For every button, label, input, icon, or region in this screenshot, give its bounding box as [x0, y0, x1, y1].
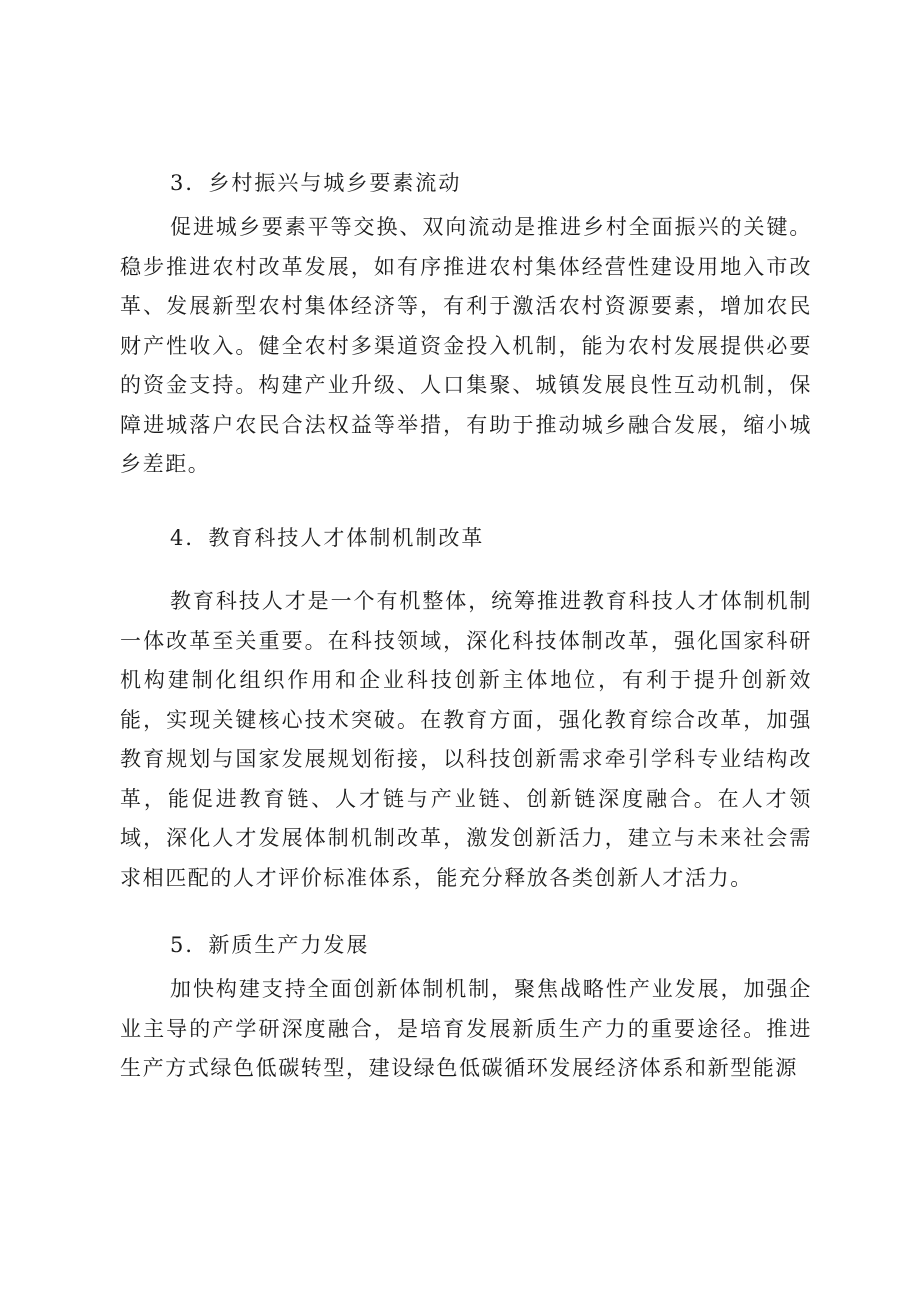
section-paragraph-rural-revitalization: 促进城乡要素平等交换、双向流动是推进乡村全面振兴的关键。稳步推进农村改革发展，如有序推进农村集体经营性建设用地入市改革、发展新型农村集体经济等，有利于激活农村资源要素，增加农民财产性收入。健全农村多渠道资金投入机制，能为农村发展提供必要的资金支持。构建产业升级、人口集聚、城镇发展良性互动机制，保障进城落户农民合法权益等举措，有助于推动城乡融合发展，缩小城乡差距。 [120, 215, 812, 476]
section-heading-rural-revitalization: 3．乡村振兴与城乡要素流动 [170, 171, 462, 195]
section-paragraph-education-reform: 教育科技人才是一个有机整体，统筹推进教育科技人才体制机制一体改革至关重要。在科技领域，深化科技体制改革，强化国家科研机构建制化组织作用和企业科技创新主体地位，有利于提升创新效能，实现关键核心技术突破。在教育方面，强化教育综合改革，加强教育规划与国家发展规划衔接，以科技创新需求牵引学科专业结构改革，能促进教育链、人才链与产业链、创新链深度融合。在人才领域，深化人才发展体制机制改革，激发创新活力，建立与未来社会需求相匹配的人才评价标准体系，能充分释放各类创新人才活力。 [120, 589, 812, 890]
section-paragraph-new-productive-forces: 加快构建支持全面创新体制机制，聚焦战略性产业发展，加强企业主导的产学研深度融合，是培育发展新质生产力的重要途径。推进生产方式绿色低碳转型，建设绿色低碳循环发展经济体系和新型能源 [120, 977, 812, 1080]
section-heading-education-reform: 4．教育科技人才体制机制改革 [170, 526, 485, 550]
section-heading-new-productive-forces: 5．新质生产力发展 [170, 933, 370, 957]
